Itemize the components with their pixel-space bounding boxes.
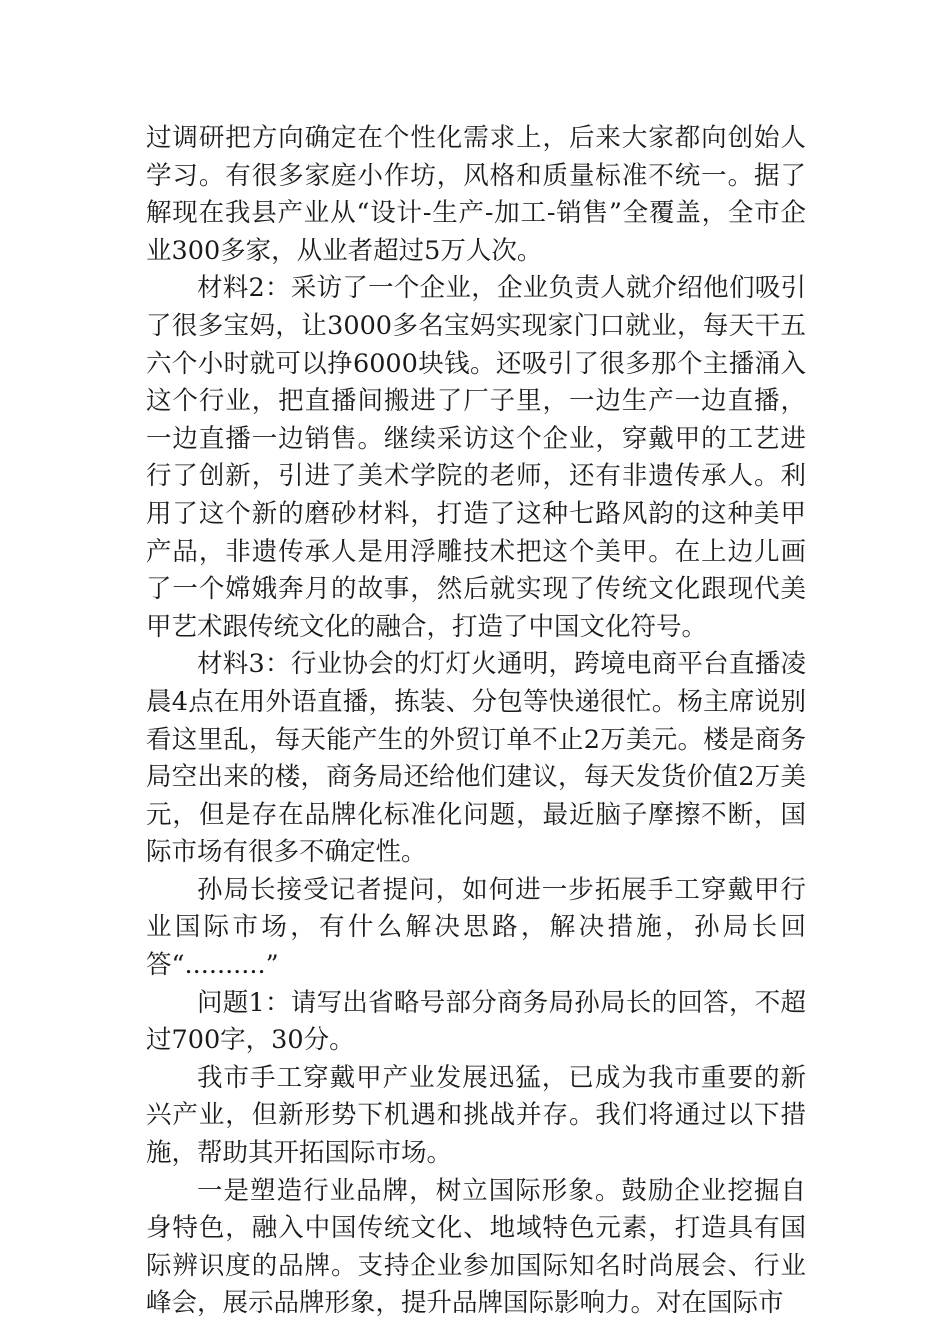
paragraph-answer-intro: 我市手工穿戴甲产业发展迅猛，已成为我市重要的新兴产业，但新形势下机遇和挑战并存。我们将通过以下措施，帮助其开拓国际市场。 [146, 1062, 806, 1169]
paragraph-continuation: 过调研把方向确定在个性化需求上，后来大家都向创始人学习。有很多家庭小作坊，风格和质量标准不统一。据了解现在我县产业从“设计-生产-加工-销售”全覆盖，全市企业300多家，从业者超过5万人次。 [146, 123, 806, 266]
paragraph-material-2: 材料2：采访了一个企业，企业负责人就介绍他们吸引了很多宝妈，让3000多名宝妈实现家门口就业，每天干五六个小时就可以挣6000块钱。还吸引了很多那个主播涌入这个行业，把直播间搬进了厂子里，一边生产一边直播，一边直播一边销售。继续采访这个企业，穿戴甲的工艺进行了创新，引进了美术学院的老师，还有非遗传承人。利用了这个新的磨砂材料，打造了这种七路风韵的这种美甲产品，非遗传承人是用浮雕技术把这个美甲。在上边儿画了一个嫦娥奔月的故事，然后就实现了传统文化跟现代美甲艺术跟传统文化的融合，打造了中国文化符号。 [146, 273, 806, 642]
paragraph-question-1: 问题1：请写出省略号部分商务局孙局长的回答，不超过700字，30分。 [146, 987, 806, 1056]
paragraph-material-3: 材料3：行业协会的灯灯火通明，跨境电商平台直播凌晨4点在用外语直播，拣装、分包等快递很忙。杨主席说别看这里乱，每天能产生的外贸订单不止2万美元。楼是商务局空出来的楼，商务局还给他们建议，每天发货价值2万美元，但是存在品牌化标准化问题，最近脑子摩擦不断，国际市场有很多不确定性。 [146, 649, 806, 868]
document-page [146, 120, 806, 1323]
paragraph-answer-point-1: 一是塑造行业品牌，树立国际形象。鼓励企业挖掘自身特色，融入中国传统文化、地域特色元素，打造具有国际辨识度的品牌。支持企业参加国际知名时尚展会、行业峰会，展示品牌形象，提升品牌国际影响力。对在国际市 [146, 1175, 806, 1319]
paragraph-interview-question: 孙局长接受记者提问，如何进一步拓展手工穿戴甲行业国际市场，有什么解决思路，解决措施，孙局长回答“..........” [146, 874, 806, 981]
